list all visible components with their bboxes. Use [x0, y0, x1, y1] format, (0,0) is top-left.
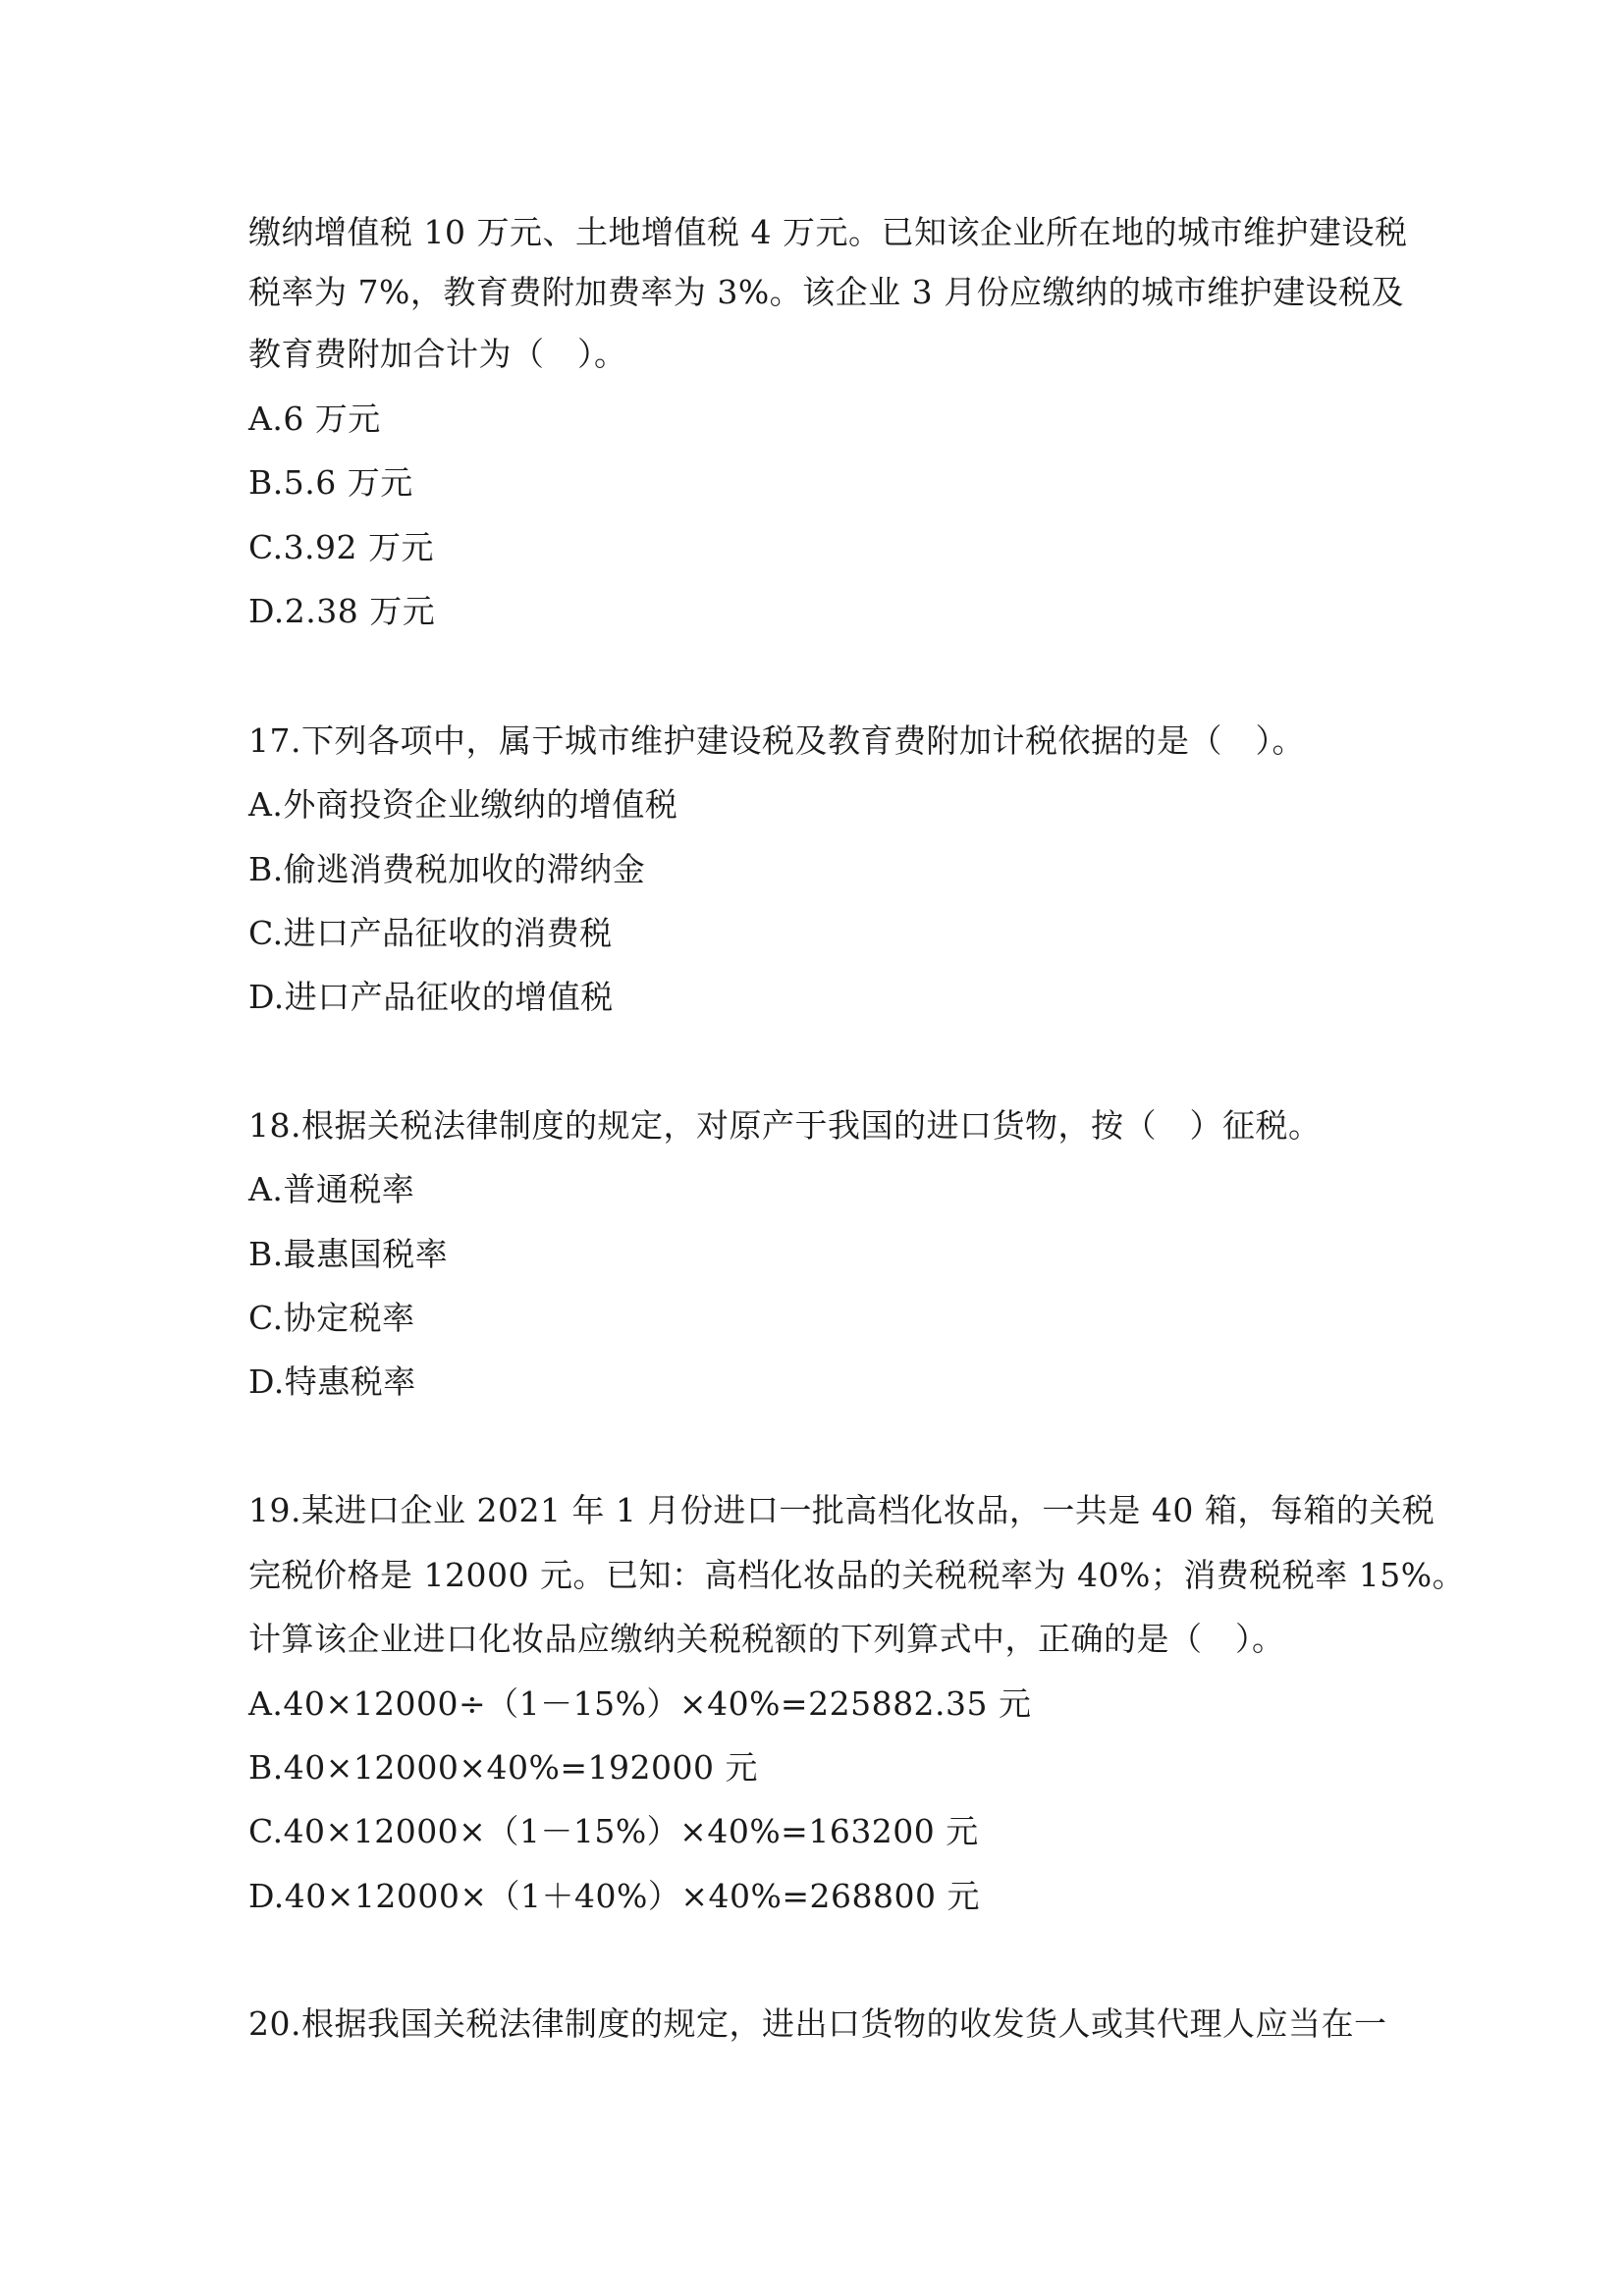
question-stem-line: 完税价格是 12000 元。已知：高档化妆品的关税税率为 40%；消费税税率 15%。 [248, 1556, 1466, 1594]
option-b: B.5.6 万元 [248, 463, 413, 502]
option-a: A.外商投资企业缴纳的增值税 [248, 785, 678, 824]
question-stem-line: 税率为 7%，教育费附加费率为 3%。该企业 3 月份应缴纳的城市维护建设税及 [248, 273, 1405, 311]
question-stem-line: 19.某进口企业 2021 年 1 月份进口一批高档化妆品，一共是 40 箱，每箱的关税 [248, 1491, 1435, 1529]
option-c: C.40×12000×（1－15%）×40%=163200 元 [248, 1812, 979, 1850]
question-stem-line: 18.根据关税法律制度的规定，对原产于我国的进口货物，按（ ）征税。 [248, 1106, 1322, 1145]
option-a: A.普通税率 [248, 1170, 415, 1208]
question-stem-line: 17.下列各项中，属于城市维护建设税及教育费附加计税依据的是（ ）。 [248, 721, 1305, 760]
option-c: C.协定税率 [248, 1299, 415, 1337]
option-b: B.40×12000×40%=192000 元 [248, 1748, 758, 1787]
option-a: A.6 万元 [248, 400, 381, 438]
option-d: D.进口产品征收的增值税 [248, 978, 614, 1016]
option-b: B.偷逃消费税加收的滞纳金 [248, 850, 646, 888]
option-b: B.最惠国税率 [248, 1235, 449, 1273]
option-d: D.2.38 万元 [248, 592, 436, 630]
option-c: C.进口产品征收的消费税 [248, 914, 613, 952]
option-d: D.特惠税率 [248, 1362, 416, 1401]
question-stem-line: 教育费附加合计为（ ）。 [248, 335, 627, 373]
option-d: D.40×12000×（1＋40%）×40%=268800 元 [248, 1877, 980, 1915]
question-stem-line: 计算该企业进口化妆品应缴纳关税税额的下列算式中，正确的是（ ）。 [248, 1620, 1285, 1658]
option-c: C.3.92 万元 [248, 528, 435, 566]
option-a: A.40×12000÷（1－15%）×40%=225882.35 元 [248, 1684, 1032, 1723]
question-stem-line: 20.根据我国关税法律制度的规定，进出口货物的收发货人或其代理人应当在一 [248, 2004, 1387, 2043]
question-stem-line: 缴纳增值税 10 万元、土地增值税 4 万元。已知该企业所在地的城市维护建设税 [248, 213, 1408, 251]
